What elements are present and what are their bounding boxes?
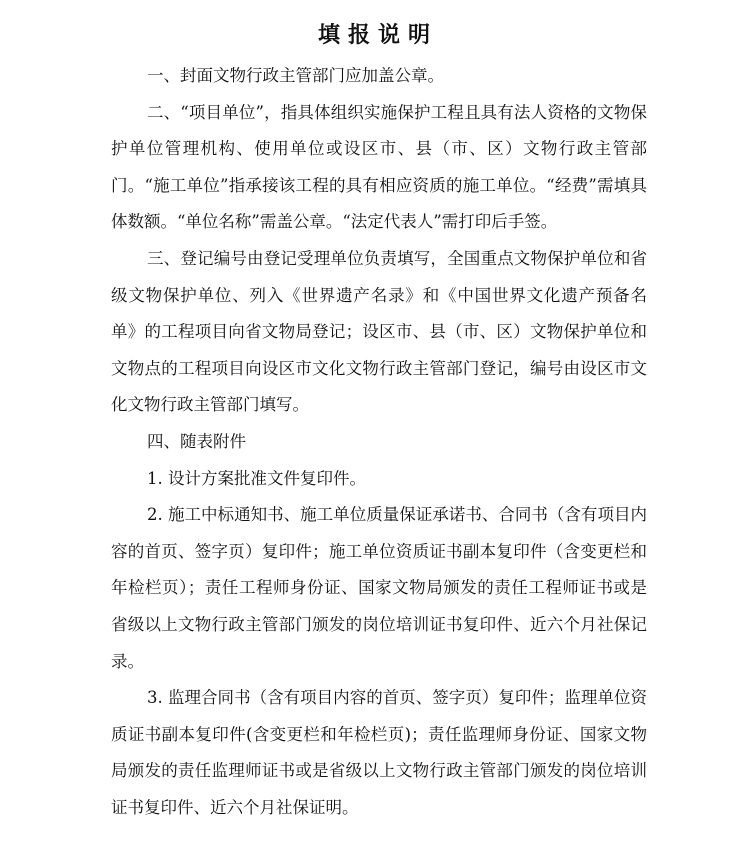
paragraph-registration: 三、登记编号由登记受理单位负责填写，全国重点文物保护单位和省级文物保护单位、列入《世界遗产名录》和《中国世界文化遗产预备名单》的工程项目向省文物局登记；设区市、县（市、区）文物保护单位和文物点的工程项目向设区市文化文物行政主管部门登记，编号由设区市文化文物行政主管部门填写。 [111, 248, 647, 415]
document-body [111, 58, 647, 826]
paragraph-attachments-heading: 四、随表附件 [147, 431, 246, 451]
paragraph-attachment-1: 1. 设计方案批准文件复印件。 [147, 468, 366, 488]
paragraph-attachment-2: 2. 施工中标通知书、施工单位质量保证承诺书、合同书（含有项目内容的首页、签字页）复印件；施工单位资质证书副本复印件（含变更栏和年检栏页）；责任工程师身份证、国家文物局颁发的责任工程师证书或是省级以上文物行政主管部门颁发的岗位培训证书复印件、近六个月社保记录。 [111, 505, 647, 671]
paragraph-units: 二、“项目单位”，指具体组织实施保护工程且具有法人资格的文物保护单位管理机构、使用单位或设区市、县（市、区）文物行政主管部门。“施工单位”指承接该工程的具有相应资质的施工单位。“经费”需填具体数额。“单位名称”需盖公章。“法定代表人”需打印后手签。 [111, 102, 647, 232]
paragraph-attachment-3: 3. 监理合同书（含有项目内容的首页、签字页）复印件；监理单位资质证书副本复印件(含变更栏和年检栏页)；责任监理师身份证、国家文物局颁发的责任监理师证书或是省级以上文物行政主管部门颁发的岗位培训证书复印件、近六个月社保证明。 [111, 688, 647, 817]
paragraph-seal: 一、封面文物行政主管部门应加盖公章。 [147, 66, 444, 85]
document-title: 填报说明 [317, 23, 438, 48]
